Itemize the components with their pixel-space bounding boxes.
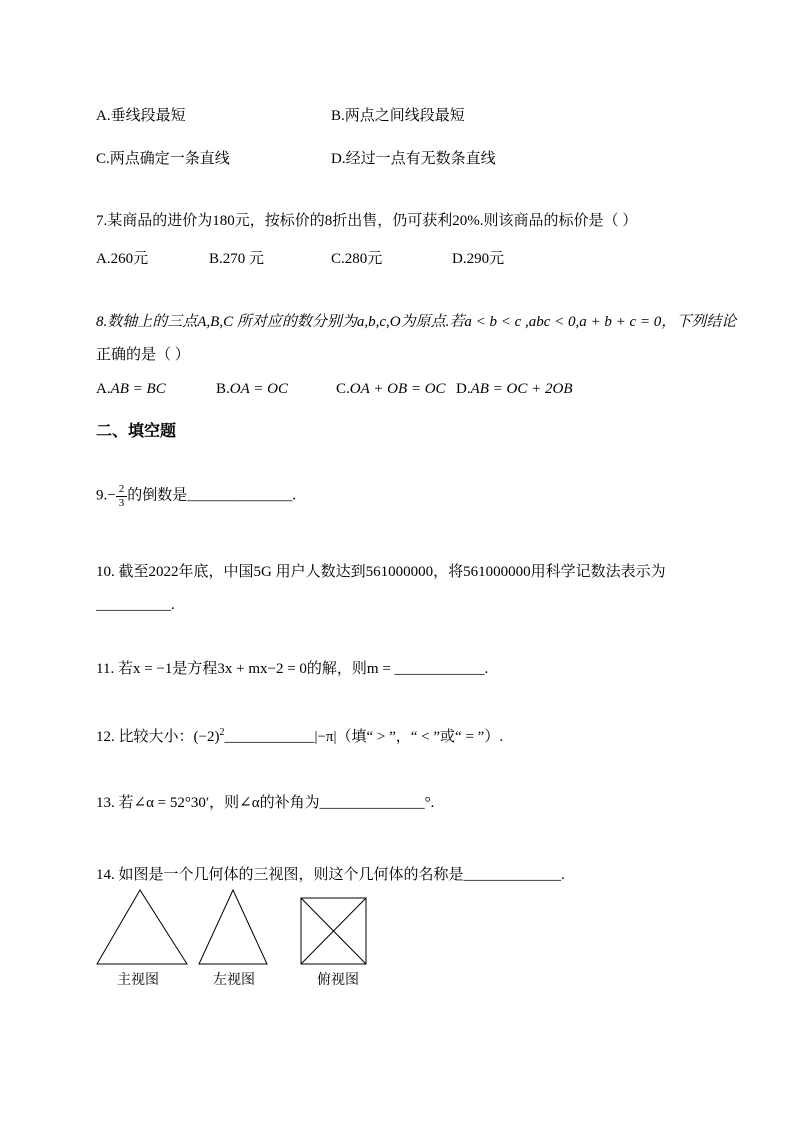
q9-text: 的倒数是: [127, 487, 188, 504]
q12-exponent: 2: [219, 727, 225, 738]
q8-option-c-label: C.: [336, 381, 350, 397]
top-view-label: 俯视图: [317, 973, 359, 988]
q8-option-a-label: A.: [96, 381, 111, 397]
q8-option-c: [336, 381, 446, 398]
q10-period: .: [171, 597, 175, 613]
q14-line: [96, 863, 565, 884]
q7-option-b: B.270 元: [209, 251, 265, 267]
q7-option-a: A.260元: [96, 251, 149, 267]
q6-option-d: D.经过一点有无数条直线: [331, 151, 496, 167]
q8-stem-line1: 8.数轴上的三点A,B,C 所对应的数分别为a,b,c,O为原点.若a < b < c ,abc < 0,a + b + c = 0，下列结论: [96, 314, 737, 330]
q12-blank: ____________: [224, 729, 315, 745]
top-view-square-with-diagonals: [301, 898, 366, 964]
q9-period: .: [292, 487, 296, 504]
q12-text-before: 12. 比较大小：(−2): [96, 729, 220, 745]
q13-text-after: °.: [424, 795, 435, 811]
q7-stem: 7.某商品的进价为180元，按标价的8折出售，仍可获利20%.则该商品的标价是（ ）: [96, 213, 638, 229]
front-view-triangle: [97, 890, 187, 964]
q9-blank: ______________: [187, 487, 293, 504]
q13-text-before: 13. 若∠α = 52°30′，则∠α的补角为: [96, 795, 320, 811]
q12-text-after: |−π|（填“ > ”，“ < ”或“ = ”）.: [314, 729, 504, 745]
q9-fraction: [116, 483, 128, 509]
q8-option-b-math: OA = OC: [229, 381, 288, 397]
q8-option-d: [456, 381, 573, 398]
q12-line: [96, 725, 503, 746]
q7-option-d: D.290元: [452, 251, 505, 267]
q8-option-d-math: AB = OC + 2OB: [470, 381, 573, 397]
q9-fraction-numerator: 2: [116, 483, 128, 497]
q8-stem-line2: 正确的是（ ）: [96, 347, 190, 363]
q9-fraction-denominator: 3: [118, 496, 125, 509]
q6-option-a: A.垂线段最短: [96, 108, 186, 124]
q9-line: [96, 483, 296, 509]
q7-option-c: C.280元: [331, 251, 383, 267]
q13-blank: ______________: [319, 795, 425, 811]
q11-period: .: [484, 661, 489, 677]
q11-text: 11. 若x = −1是方程3x + mx−2 = 0的解，则m =: [96, 661, 395, 677]
q11-line: [96, 657, 488, 678]
three-views-figure: [96, 887, 376, 967]
q13-line: [96, 791, 434, 812]
q8-option-c-math: OA + OB = OC: [349, 381, 446, 397]
q10-blank: __________: [96, 597, 171, 613]
q11-blank: ____________: [394, 661, 485, 677]
q8-option-a-math: AB = BC: [110, 381, 166, 397]
q9-minus: −: [107, 487, 116, 504]
section-2-title: 二、填空题: [96, 423, 177, 440]
q14-stem: 14. 如图是一个几何体的三视图，则这个几何体的名称是: [96, 867, 464, 883]
q14-blank: _____________: [463, 867, 562, 883]
q8-option-d-label: D.: [456, 381, 471, 397]
q8-option-b-label: B.: [216, 381, 230, 397]
q10-stem: 10. 截至2022年底，中国5G 用户人数达到561000000，将561000000用科学记数法表示为: [96, 564, 666, 580]
side-view-triangle: [199, 890, 267, 964]
side-view-label: 左视图: [213, 973, 255, 988]
q10-blank-line: [96, 597, 175, 614]
front-view-label: 主视图: [117, 973, 159, 988]
q6-option-c: C.两点确定一条直线: [96, 151, 230, 167]
q9-prefix: 9.: [96, 487, 108, 504]
q8-option-a: [96, 381, 166, 398]
q14-period: .: [561, 867, 565, 883]
q8-option-b: [216, 381, 288, 398]
q6-option-b: B.两点之间线段最短: [331, 108, 465, 124]
